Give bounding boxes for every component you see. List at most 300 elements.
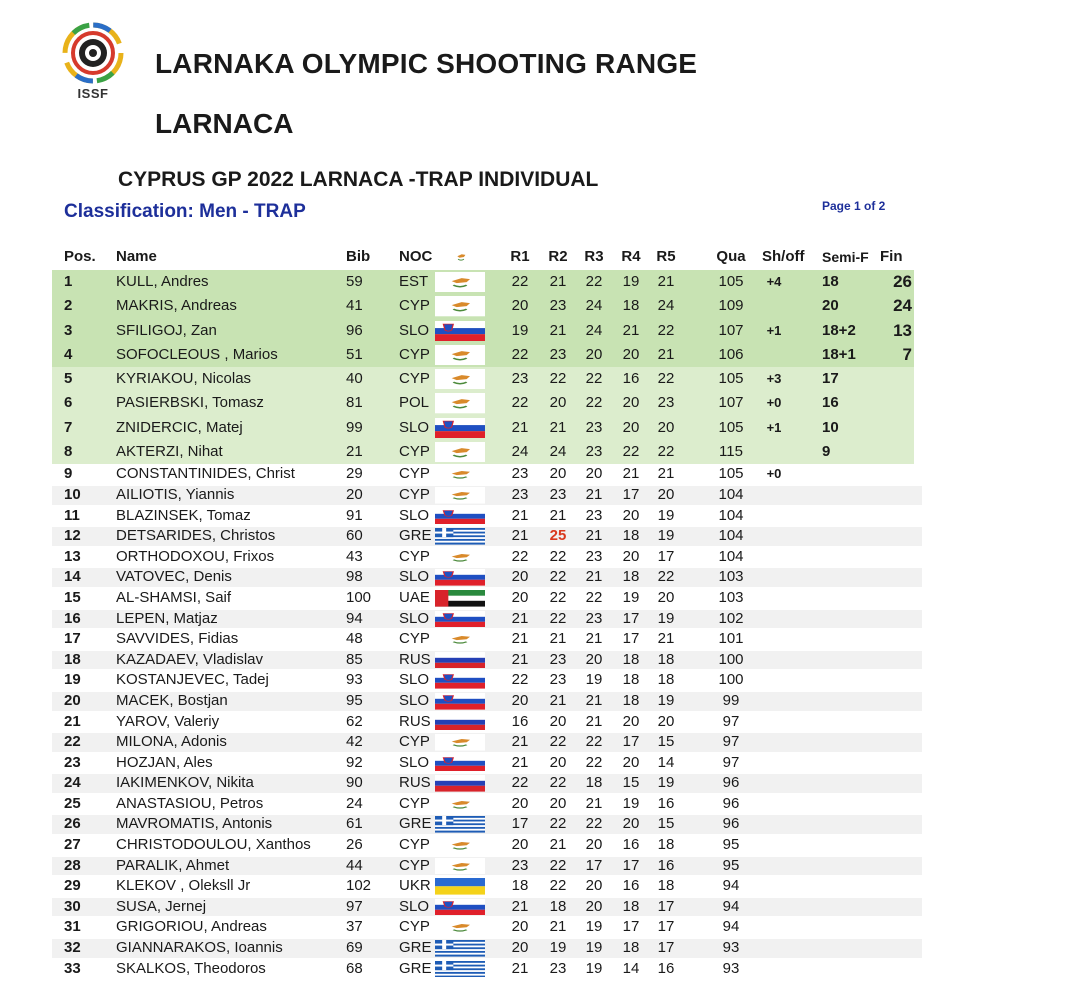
cell-pos: 14 (64, 568, 81, 586)
table-row (52, 270, 1052, 294)
cell-qua: 99 (722, 691, 740, 709)
cell-r3: 21 (585, 691, 603, 709)
cell-r4: 18 (622, 650, 640, 668)
cell-r2: 23 (549, 671, 567, 689)
col-pos: Pos. (64, 248, 96, 265)
cell-qua: 94 (722, 877, 740, 895)
cell-r4: 18 (622, 527, 640, 545)
cell-qua: 97 (722, 712, 740, 730)
cell-pos: 4 (64, 345, 73, 363)
cell-r1: 20 (511, 918, 529, 936)
cell-pos: 29 (64, 877, 81, 895)
cell-r1: 22 (511, 547, 529, 565)
cell-bib: 37 (346, 918, 363, 936)
cell-r2: 21 (549, 506, 567, 524)
cell-r4: 20 (622, 815, 640, 833)
cell-noc: CYP (399, 345, 430, 363)
cell-semif: 18+2 (822, 321, 856, 339)
cell-qua: 109 (718, 297, 744, 315)
cell-name: MILONA, Adonis (116, 733, 227, 751)
cell-r2: 23 (549, 959, 567, 977)
cell-r1: 22 (511, 671, 529, 689)
cell-qua: 105 (718, 370, 744, 388)
col-r4: R4 (621, 248, 641, 265)
cell-name: SOFOCLEOUS , Marios (116, 345, 278, 363)
cell-r3: 19 (585, 959, 603, 977)
cell-noc: SLO (399, 897, 430, 915)
cell-r4: 21 (622, 465, 640, 483)
slovenia-flag-icon (435, 321, 485, 341)
cell-qua: 103 (718, 568, 744, 586)
event-title: CYPRUS GP 2022 LARNACA -TRAP INDIVIDUAL (118, 168, 599, 191)
table-row (52, 391, 1052, 415)
table-row (52, 794, 1052, 815)
cell-r1: 20 (511, 836, 529, 854)
cyprus-flag-icon (435, 272, 485, 292)
cell-bib: 90 (346, 774, 363, 792)
cell-pos: 32 (64, 939, 81, 957)
cell-r4: 17 (622, 485, 640, 503)
cell-semif: 9 (822, 443, 831, 461)
cell-bib: 81 (346, 394, 363, 412)
cell-pos: 2 (64, 297, 73, 315)
cell-pos: 17 (64, 630, 81, 648)
cell-bib: 26 (346, 836, 363, 854)
cell-r1: 22 (511, 345, 529, 363)
table-row (52, 416, 1052, 440)
cell-r5: 19 (657, 609, 675, 627)
cell-pos: 12 (64, 527, 81, 545)
cell-r3: 19 (585, 918, 603, 936)
cell-noc: CYP (399, 630, 430, 648)
cell-bib: 96 (346, 321, 363, 339)
cell-r5: 19 (657, 691, 675, 709)
greece-flag-icon (435, 528, 485, 545)
cell-r4: 20 (622, 345, 640, 363)
issf-logo-text: ISSF (77, 86, 109, 101)
cell-r2: 22 (549, 733, 567, 751)
cell-r4: 14 (622, 959, 640, 977)
cell-name: AKTERZI, Nihat (116, 443, 223, 461)
col-name: Name (116, 248, 157, 265)
cell-name: CONSTANTINIDES, Christ (116, 465, 295, 483)
cell-r4: 21 (622, 321, 640, 339)
cell-name: ZNIDERCIC, Matej (116, 418, 243, 436)
cell-r1: 19 (511, 321, 529, 339)
cell-name: ORTHODOXOU, Frixos (116, 547, 275, 565)
cell-r1: 21 (511, 527, 529, 545)
cell-fin: 13 (893, 320, 912, 340)
cell-r5: 15 (657, 733, 675, 751)
cell-r5: 18 (657, 836, 675, 854)
cell-r5: 17 (657, 918, 675, 936)
cell-noc: EST (399, 273, 429, 290)
cell-name: MAVROMATIS, Antonis (116, 815, 273, 833)
cell-r3: 22 (585, 733, 603, 751)
cell-pos: 7 (64, 418, 73, 436)
cell-r2: 23 (549, 650, 567, 668)
cell-noc: SLO (399, 321, 430, 339)
cell-noc: SLO (399, 568, 430, 586)
cell-noc: SLO (399, 691, 430, 709)
cell-r5: 21 (657, 345, 675, 363)
cell-qua: 105 (718, 465, 744, 483)
cell-bib: 99 (346, 418, 363, 436)
cell-fin: 7 (902, 344, 912, 364)
cell-name: ANASTASIOU, Petros (116, 794, 264, 812)
cell-r5: 21 (657, 630, 675, 648)
table-row (52, 526, 1052, 547)
cell-r1: 20 (511, 568, 529, 586)
cell-r2: 21 (549, 691, 567, 709)
slovenia-flag-icon (435, 418, 485, 438)
cell-name: HOZJAN, Ales (116, 753, 213, 771)
cell-r4: 16 (622, 370, 640, 388)
cell-r5: 19 (657, 527, 675, 545)
cell-shoff: +0 (766, 395, 782, 411)
russia-flag-icon (435, 775, 485, 792)
cell-r4: 19 (622, 588, 640, 606)
cell-r2: 21 (549, 273, 567, 290)
cell-r1: 17 (511, 815, 529, 833)
col-r5: R5 (656, 248, 676, 265)
cell-pos: 25 (64, 794, 81, 812)
cell-noc: GRE (399, 939, 432, 957)
cell-name: KLEKOV , Oleksll Jr (116, 877, 251, 895)
table-row (52, 732, 1052, 753)
cell-r3: 24 (585, 321, 603, 339)
cell-r2: 21 (549, 418, 567, 436)
cell-bib: 44 (346, 856, 363, 874)
cell-r5: 21 (657, 465, 675, 483)
cell-r2: 22 (549, 547, 567, 565)
cell-r1: 23 (511, 370, 529, 388)
cell-r2: 22 (549, 370, 567, 388)
cell-r4: 16 (622, 836, 640, 854)
cell-r1: 21 (511, 753, 529, 771)
cell-noc: CYP (399, 856, 430, 874)
cell-pos: 15 (64, 588, 81, 606)
cell-shoff: +0 (766, 466, 782, 482)
cell-r4: 20 (622, 394, 640, 412)
cell-semif: 17 (822, 370, 839, 388)
slovenia-flag-icon (435, 672, 485, 689)
cell-pos: 24 (64, 774, 81, 792)
cell-r1: 18 (511, 877, 529, 895)
cell-bib: 92 (346, 753, 363, 771)
cyprus-flag-icon (435, 296, 485, 316)
cell-r4: 17 (622, 918, 640, 936)
cell-r3: 20 (585, 877, 603, 895)
cell-r5: 18 (657, 671, 675, 689)
russia-flag-icon (435, 714, 485, 731)
cell-r2: 22 (549, 856, 567, 874)
cell-noc: RUS (399, 712, 431, 730)
cyprus-flag-icon (435, 796, 485, 813)
cell-bib: 43 (346, 547, 363, 565)
cell-r1: 21 (511, 897, 529, 915)
greece-flag-icon (435, 940, 485, 957)
cell-name: IAKIMENKOV, Nikita (116, 774, 254, 792)
cell-name: PASIERBSKI, Tomasz (116, 394, 264, 412)
cell-name: SKALKOS, Theodoros (116, 959, 266, 977)
cell-name: KULL, Andres (116, 273, 209, 290)
cell-pos: 9 (64, 465, 73, 483)
cell-r1: 21 (511, 650, 529, 668)
cell-r3: 21 (585, 568, 603, 586)
cell-pos: 23 (64, 753, 81, 771)
cell-r3: 20 (585, 345, 603, 363)
cell-noc: CYP (399, 297, 430, 315)
cell-r3: 22 (585, 370, 603, 388)
table-row (52, 753, 1052, 774)
cell-r3: 20 (585, 465, 603, 483)
cell-r1: 22 (511, 273, 529, 290)
table-row (52, 464, 1052, 485)
cell-r3: 20 (585, 897, 603, 915)
cell-qua: 105 (718, 273, 744, 290)
table-row (52, 629, 1052, 650)
cell-r3: 20 (585, 836, 603, 854)
cell-qua: 104 (718, 547, 744, 565)
cell-qua: 95 (722, 856, 740, 874)
cell-r1: 21 (511, 418, 529, 436)
cell-name: MAKRIS, Andreas (116, 297, 237, 315)
cell-r1: 21 (511, 506, 529, 524)
table-header (52, 244, 1052, 270)
cell-pos: 16 (64, 609, 81, 627)
cell-qua: 93 (722, 959, 740, 977)
cell-name: AL-SHAMSI, Saif (116, 588, 232, 606)
cell-r2: 21 (549, 918, 567, 936)
cell-pos: 8 (64, 443, 73, 461)
cell-bib: 85 (346, 650, 363, 668)
cell-r4: 20 (622, 418, 640, 436)
table-row (52, 650, 1052, 671)
cell-r2: 22 (549, 568, 567, 586)
table-body (52, 270, 1052, 979)
cell-r1: 20 (511, 691, 529, 709)
table-row (52, 814, 1052, 835)
cell-noc: SLO (399, 753, 430, 771)
greece-flag-icon (435, 816, 485, 833)
cell-name: AILIOTIS, Yiannis (116, 485, 235, 503)
cell-fin: 26 (893, 272, 912, 291)
cell-r1: 23 (511, 485, 529, 503)
cell-r5: 16 (657, 794, 675, 812)
cell-r4: 20 (622, 506, 640, 524)
col-r2: R2 (548, 248, 568, 265)
cell-qua: 94 (722, 897, 740, 915)
cell-shoff: +3 (766, 371, 782, 387)
cell-semif: 20 (822, 297, 839, 315)
cell-r1: 20 (511, 939, 529, 957)
cell-semif: 18 (822, 273, 839, 290)
cell-name: DETSARIDES, Christos (116, 527, 276, 545)
cell-qua: 97 (722, 753, 740, 771)
cell-noc: GRE (399, 815, 432, 833)
cell-noc: UKR (399, 877, 431, 895)
cell-r2: 22 (549, 815, 567, 833)
cell-semif: 16 (822, 394, 839, 412)
cell-r1: 21 (511, 609, 529, 627)
cell-r3: 18 (585, 774, 603, 792)
cell-r3: 21 (585, 794, 603, 812)
table-row (52, 343, 1052, 367)
cell-r3: 22 (585, 815, 603, 833)
cell-r3: 20 (585, 650, 603, 668)
cell-name: PARALIK, Ahmet (116, 856, 230, 874)
cell-pos: 26 (64, 815, 81, 833)
cell-r3: 22 (585, 753, 603, 771)
cell-name: SFILIGOJ, Zan (116, 321, 217, 339)
cell-noc: SLO (399, 506, 430, 524)
cell-name: BLAZINSEK, Tomaz (116, 506, 251, 524)
cell-noc: SLO (399, 671, 430, 689)
cell-qua: 106 (718, 345, 744, 363)
cell-r2: 22 (549, 609, 567, 627)
table-row (52, 485, 1052, 506)
cell-r2: 22 (549, 588, 567, 606)
cell-r5: 21 (657, 273, 675, 290)
cell-r4: 17 (622, 630, 640, 648)
cell-r2: 20 (549, 753, 567, 771)
cell-r5: 14 (657, 753, 675, 771)
cell-noc: CYP (399, 443, 430, 461)
cell-pos: 28 (64, 856, 81, 874)
cell-bib: 93 (346, 671, 363, 689)
cell-r5: 19 (657, 506, 675, 524)
table-row (52, 367, 1052, 391)
cell-r5: 22 (657, 321, 675, 339)
cell-bib: 29 (346, 465, 363, 483)
cyprus-flag-icon (435, 858, 485, 875)
cell-r4: 18 (622, 897, 640, 915)
cell-qua: 115 (719, 443, 743, 461)
cell-semif: 18+1 (822, 345, 856, 363)
table-row (52, 609, 1052, 630)
issf-target-logo-icon (62, 22, 124, 84)
table-row (52, 712, 1052, 733)
cell-r4: 20 (622, 712, 640, 730)
cell-noc: CYP (399, 794, 430, 812)
cell-r1: 23 (511, 465, 529, 483)
cell-pos: 20 (64, 691, 81, 709)
cell-r4: 17 (622, 609, 640, 627)
table-row (52, 691, 1052, 712)
cell-r2: 25 (549, 527, 567, 545)
cell-name: MACEK, Bostjan (116, 691, 228, 709)
cell-r3: 23 (585, 547, 603, 565)
cell-r3: 23 (585, 506, 603, 524)
col-bib: Bib (346, 248, 371, 265)
cell-bib: 95 (346, 691, 363, 709)
cell-noc: CYP (399, 485, 430, 503)
cell-shoff: +1 (766, 322, 782, 338)
col-shoff: Sh/off (762, 248, 805, 265)
cell-r5: 22 (657, 370, 675, 388)
cell-r2: 20 (549, 394, 567, 412)
cell-noc: SLO (399, 418, 430, 436)
cell-bib: 102 (346, 877, 372, 895)
cell-r1: 20 (511, 297, 529, 315)
col-semif: Semi-F (822, 249, 869, 265)
cell-pos: 21 (64, 712, 81, 730)
russia-flag-icon (435, 652, 485, 669)
cell-pos: 22 (64, 733, 81, 751)
cyprus-flag-icon (435, 837, 485, 854)
table-row (52, 959, 1052, 980)
cell-r4: 18 (622, 939, 640, 957)
cell-r5: 20 (657, 485, 675, 503)
venue-title: LARNAKA OLYMPIC SHOOTING RANGE (155, 48, 698, 79)
cyprus-flag-icon (435, 549, 485, 566)
cell-r3: 21 (585, 485, 603, 503)
cell-bib: 51 (346, 345, 363, 363)
cell-name: LEPEN, Matjaz (116, 609, 218, 627)
cell-r5: 20 (657, 712, 675, 730)
cell-bib: 98 (346, 568, 363, 586)
cell-bib: 62 (346, 712, 363, 730)
slovenia-flag-icon (435, 508, 485, 525)
cell-pos: 27 (64, 836, 81, 854)
cell-r3: 19 (585, 671, 603, 689)
cell-name: KYRIAKOU, Nicolas (116, 370, 252, 388)
cell-bib: 40 (346, 370, 363, 388)
cell-r2: 21 (549, 630, 567, 648)
cell-r2: 20 (549, 712, 567, 730)
table-row (52, 917, 1052, 938)
cell-r5: 18 (657, 650, 675, 668)
cell-bib: 24 (346, 794, 363, 812)
cell-r4: 20 (622, 753, 640, 771)
cell-r2: 24 (549, 443, 567, 461)
cell-r3: 22 (585, 273, 603, 290)
cell-noc: CYP (399, 370, 430, 388)
cyprus-flag-icon (435, 442, 485, 462)
cell-noc: GRE (399, 527, 432, 545)
cell-qua: 95 (722, 836, 740, 854)
cell-pos: 6 (64, 394, 73, 412)
cell-r5: 22 (657, 443, 675, 461)
cell-r5: 15 (657, 815, 675, 833)
cell-r1: 22 (511, 394, 529, 412)
cell-r4: 20 (622, 547, 640, 565)
cell-r3: 21 (585, 630, 603, 648)
cell-name: SAVVIDES, Fidias (116, 630, 239, 648)
cell-r4: 17 (622, 733, 640, 751)
cell-qua: 103 (718, 588, 744, 606)
cell-r4: 17 (622, 856, 640, 874)
cell-fin: 24 (893, 296, 912, 316)
cell-bib: 42 (346, 733, 363, 751)
cell-qua: 107 (718, 321, 744, 339)
cell-r1: 21 (511, 733, 529, 751)
cell-r5: 16 (657, 959, 675, 977)
col-noc: NOC (399, 248, 433, 265)
cell-r2: 20 (549, 465, 567, 483)
cell-bib: 60 (346, 527, 363, 545)
cell-r4: 18 (622, 297, 640, 315)
cell-noc: SLO (399, 609, 430, 627)
table-row (52, 506, 1052, 527)
cell-r2: 23 (549, 297, 567, 315)
cell-bib: 94 (346, 609, 363, 627)
cell-r5: 24 (657, 297, 675, 315)
cell-qua: 96 (722, 815, 740, 833)
col-fin: Fin (880, 248, 903, 265)
cell-r2: 22 (549, 877, 567, 895)
